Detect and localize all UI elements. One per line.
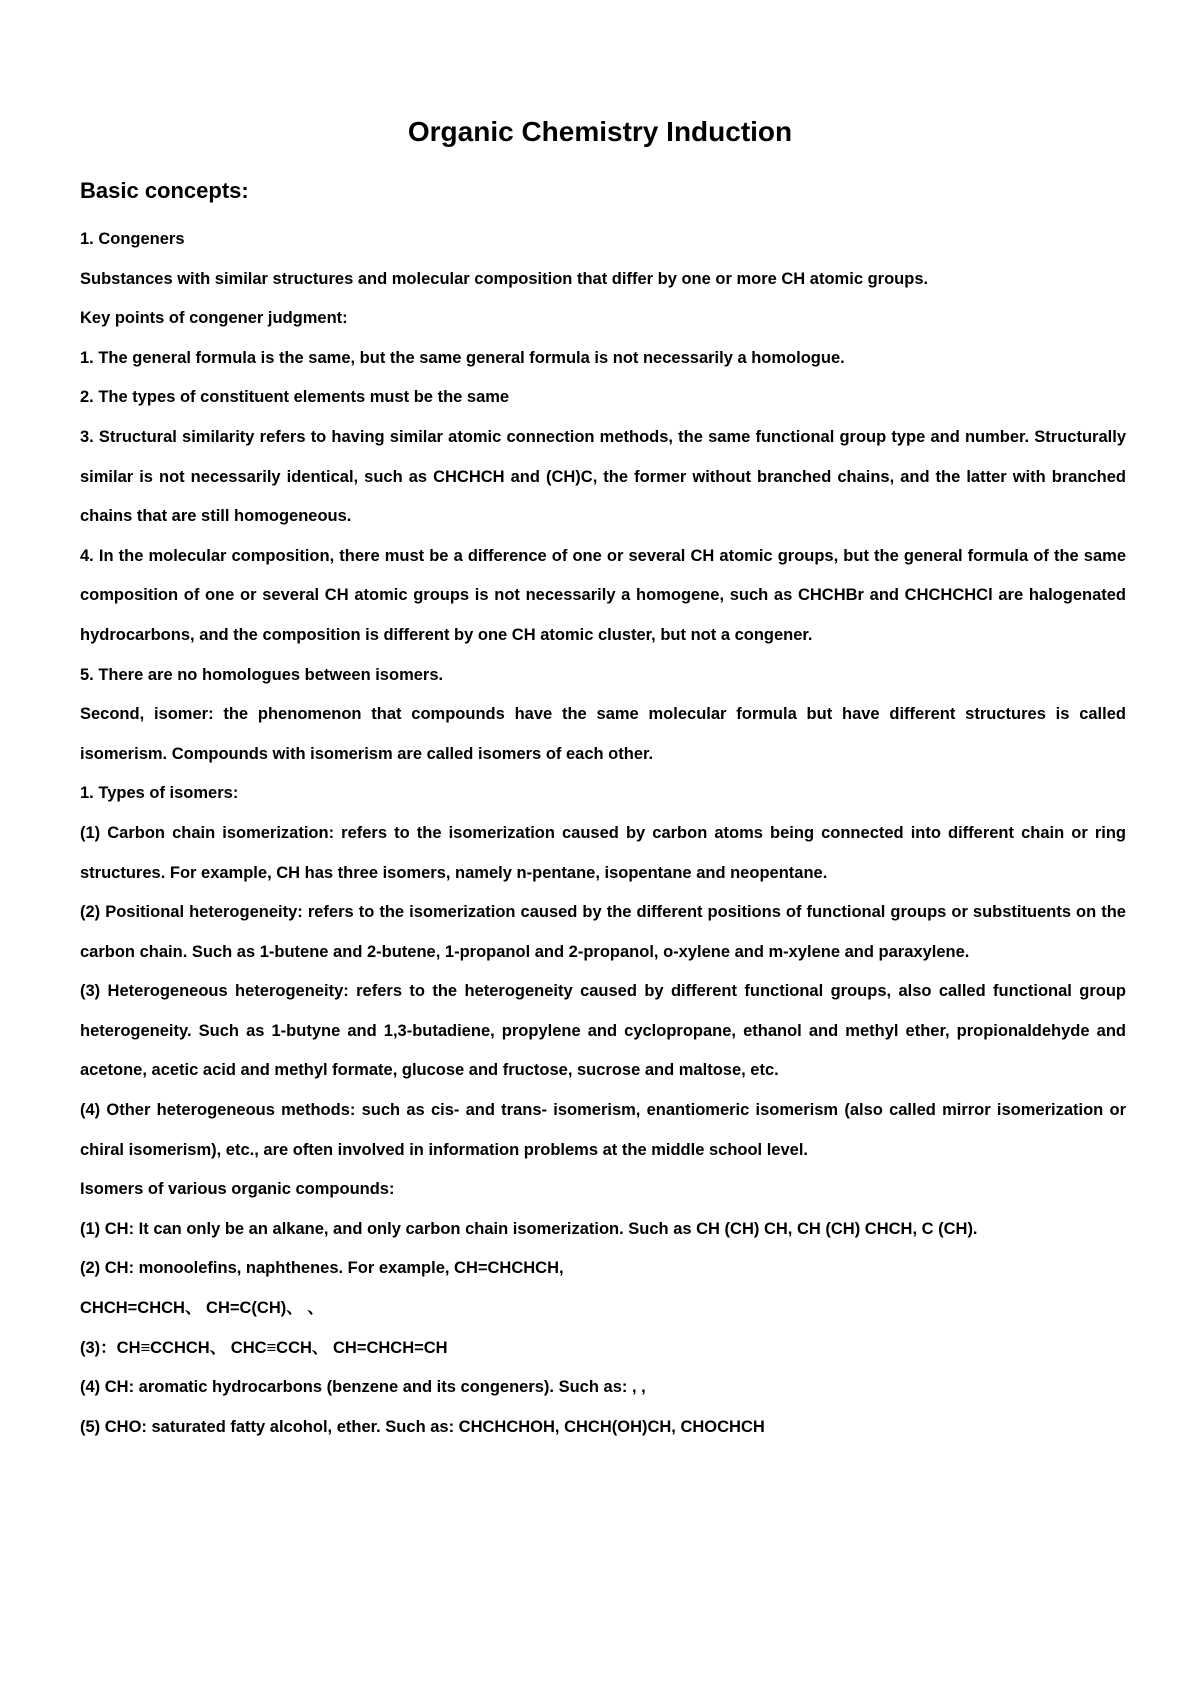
paragraph-key-point-5: 5. There are no homologues between isomers. [80, 665, 444, 684]
paragraph-key-point-1: 1. The general formula is the same, but the same general formula is not necessarily a homologue. [80, 348, 845, 367]
paragraph-isomer-definition: Second, isomer: the phenomenon that compounds have the same molecular formula but have different structures is called isomerism. Compounds with isomerism are called isomers of each other. [80, 705, 1126, 763]
paragraph-congeners-definition: Substances with similar structures and molecular composition that differ by one or more CH atomic groups. [80, 269, 929, 288]
paragraph-key-points-heading: Key points of congener judgment: [80, 309, 348, 328]
paragraph-key-point-4: 4. In the molecular composition, there must be a difference of one or several CH atomic groups, but the general formula of the same composition of one or several CH atomic groups is not necessarily a homogene, such as CHCHBr and CHCHCHCl are halogenated hydrocarbons, and the composition is different by one CH atomic cluster, but not a congener. [80, 546, 1126, 644]
paragraph-key-point-2: 2. The types of constituent elements must be the same [80, 388, 510, 407]
paragraph-alkyne-diene-examples: (3)：CH≡CCHCH、 CHC≡CCH、 CH=CHCH=CH [80, 1338, 448, 1357]
paragraph-functional-group-heterogeneity: (3) Heterogeneous heterogeneity: refers to the heterogeneity caused by different functional groups, also called functional group heterogeneity. Such as 1-butyne and 1,3-butadiene, propylene and cyclopropane, ethanol and methyl ether, propionaldehyde and acetone, acetic acid and methyl formate, glucose and fructose, sucrose and maltose, etc. [80, 982, 1126, 1080]
paragraph-alkane-isomers: (1) CH: It can only be an alkane, and only carbon chain isomerization. Such as CH (CH) CH, CH (CH) CHCH, C (CH). [80, 1219, 978, 1238]
paragraph-aromatic-hydrocarbons: (4) CH: aromatic hydrocarbons (benzene and its congeners). Such as: , , [80, 1378, 646, 1397]
paragraph-isomers-of-compounds-heading: Isomers of various organic compounds: [80, 1180, 395, 1199]
paragraph-carbon-chain-isomerization: (1) Carbon chain isomerization: refers to the isomerization caused by carbon atoms being connected into different chain or ring structures. For example, CH has three isomers, namely n-pentane, isopentane and neopentane. [80, 823, 1126, 882]
document-body [80, 220, 1126, 1447]
section-heading: Basic concepts: [80, 178, 249, 203]
paragraph-alcohol-ether: (5) CHO: saturated fatty alcohol, ether. Such as: CHCHCHOH, CHCH(OH)CH, CHOCHCH [80, 1417, 765, 1436]
paragraph-monoolefins: (2) CH: monoolefins, naphthenes. For example, CH=CHCHCH, [80, 1259, 564, 1278]
document-title: Organic Chemistry Induction [407, 116, 793, 147]
paragraph-other-heterogeneous-methods: (4) Other heterogeneous methods: such as cis- and trans- isomerism, enantiomeric isomerism (also called mirror isomerization or chiral isomerism), etc., are often involved in information problems at the middle school level. [80, 1101, 1126, 1159]
paragraph-positional-heterogeneity: (2) Positional heterogeneity: refers to the isomerization caused by the different positions of functional groups or substituents on the carbon chain. Such as 1-butene and 2-butene, 1-propanol and 2-propanol, o-xylene and m-xylene and paraxylene. [80, 903, 1126, 961]
paragraph-congeners-heading: 1. Congeners [80, 230, 185, 248]
paragraph-monoolefin-examples: CHCH=CHCH、 CH=C(CH)、 、 [80, 1299, 324, 1318]
paragraph-key-point-3: 3. Structural similarity refers to having similar atomic connection methods, the same functional group type and number. Structurally similar is not necessarily identical, such as CHCHCH and (CH)C, the former without branched chains, and the latter with branched chains that are still homogeneous. [80, 427, 1126, 526]
paragraph-types-of-isomers: 1. Types of isomers: [80, 784, 239, 803]
